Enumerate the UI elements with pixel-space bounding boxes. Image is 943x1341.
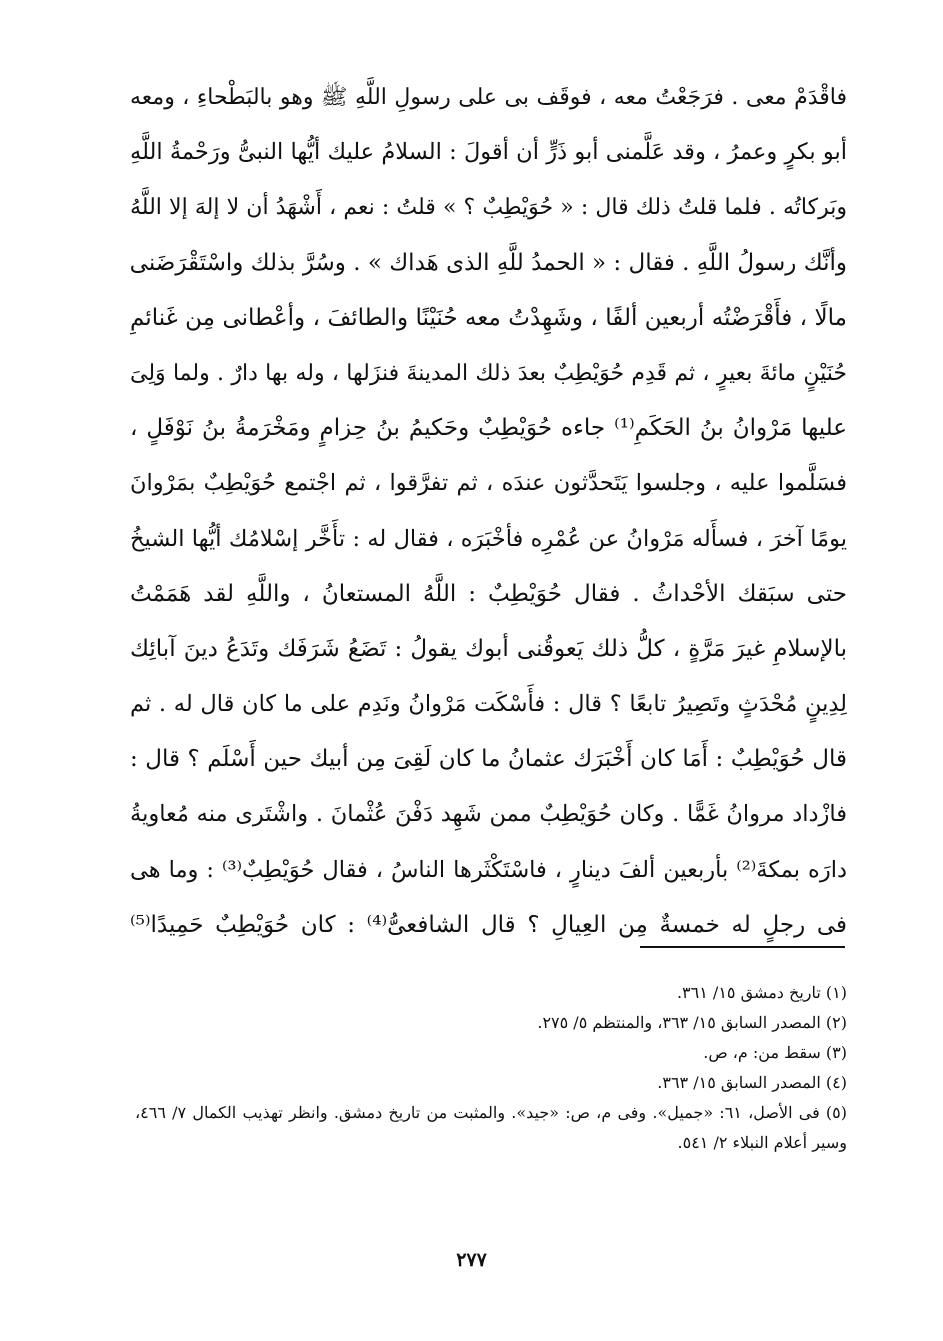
text-line: فسَلَّموا عليه ، وجلسوا يَتَحدَّثون عندَه ، ثم تفرَّقوا ، ثم اجْتمع حُوَيْطِبٌ بمَرْوانَ bbox=[130, 470, 847, 497]
text-line: قال حُوَيْطِبٌ : أَمَا كان أَخْبَرَك عثمانُ ما كان لَقِىَ مِن أبيك حين أَسْلَم ؟ قال : bbox=[130, 746, 847, 773]
text-line: بالإسلامِ غيرَ مَرَّةٍ ، كلُّ ذلك يَعوقُنى أبوك يقولُ : تَضَعُ شَرَفَك وتَدَعُ دينَ آبائِك bbox=[130, 635, 847, 662]
text-line: فاقْدَمْ معى . فرَجَعْتُ معه ، فوقَف بى على رسولِ اللَّهِ ﷺ وهو بالبَطْحاءِ ، ومعه bbox=[130, 85, 847, 110]
text-line: عليها مَرْوانُ بنُ الحَكَمِ⁽¹⁾ جاءه حُوَيْطِبٌ وحَكيمُ بنُ حِزامٍ ومَخْرَمةُ بنُ نَوْفَلٍ ، bbox=[130, 415, 847, 442]
footnote-divider bbox=[640, 946, 845, 948]
text-line: فى رجلٍ له خمسةٌ مِن العِيالِ ؟ قال الشافعىُّ⁽⁴⁾ : كان حُوَيْطِبٌ حَمِيدًا⁽⁵⁾ bbox=[130, 911, 847, 938]
main-text bbox=[130, 70, 847, 953]
footnote-1: (١) تاريخ دمشق ١٥/ ٣٦١. bbox=[676, 983, 847, 1002]
text-line: وبَركاتُه . فلما قلتُ ذلك قال : « حُوَيْطِبٌ ؟ » قلتُ : نعم ، أَشْهَدُ أن لا إلهَ إلا اللَّهُ bbox=[130, 195, 847, 221]
footnote-3: (٣) سقط من: م، ص. bbox=[703, 1043, 847, 1062]
text-line: حُنَيْنٍ مائةَ بعيرٍ ، ثم قَدِم حُوَيْطِبٌ بعدَ ذلك المدينةَ فنزَلها ، وله بها دارٌ . ولما وَلِىَ bbox=[130, 360, 847, 386]
text-line: دارَه بمكةَ⁽²⁾ بأربعين ألفَ دينارٍ ، فاسْتَكْثَرها الناسُ ، فقال حُوَيْطِبٌ⁽³⁾ : وما هى bbox=[130, 856, 847, 883]
footnote-4: (٤) المصدر السابق ١٥/ ٣٦٣. bbox=[657, 1073, 847, 1092]
text-line: فازْداد مروانُ غَمًّا . وكان حُوَيْطِبٌ ممن شَهِد دَفْنَ عُثْمانَ . واشْتَرى منه مُعاويةُ bbox=[130, 801, 847, 828]
text-line: لِدِينٍ مُحْدَثٍ وتَصِيرُ تابعًا ؟ قال : فأَسْكَت مَرْوانُ ونَدِم على ما كان قال له . ثم bbox=[130, 691, 847, 718]
text-line: وأنَّك رسولُ اللَّهِ . فقال : « الحمدُ للَّهِ الذى هَداك » . وسُرَّ بذلك واسْتَقْرَضَنى bbox=[130, 249, 847, 276]
text-line: مالًا ، فأَقْرَضْتُه أربعين ألفًا ، وشَهِدْتُ معه حُنَيْنًا والطائفَ ، وأعْطانى مِن غَنائمِ bbox=[130, 304, 847, 331]
text-line: أبو بكرٍ وعمرُ ، وقد عَلَّمنى أبو ذَرٍّ أن أقولَ : السلامُ عليك أيُّها النبىُّ ورَحْمةُ اللَّهِ bbox=[130, 139, 847, 166]
text-line: يومًا آخرَ ، فسأَله مَرْوانُ عن عُمْرِه فأخْبَرَه ، فقال له : تأَخَّر إسْلامُك أيُّها الشيخُ bbox=[130, 525, 847, 552]
text-line: حتى سبَقك الأحْداثُ . فقال حُوَيْطِبٌ : اللَّهُ المستعانُ ، واللَّهِ لقد هَمَمْتُ bbox=[130, 580, 847, 607]
footnote-5: (٥) فى الأصل، ٦١: «جميل». وفى م، ص: «جيد». والمثبت من تاريخ دمشق. وانظر تهذيب الكمال ٧/ ٤٦٦، وسير أعلام النبلاء ٢/ ٥٤١. bbox=[135, 1103, 847, 1152]
footnotes bbox=[135, 978, 847, 1158]
page-number: ٢٧٧ bbox=[456, 1249, 487, 1271]
footnote-2: (٢) المصدر السابق ١٥/ ٣٦٣، والمنتظم ٥/ ٢٧٥. bbox=[537, 1013, 847, 1032]
